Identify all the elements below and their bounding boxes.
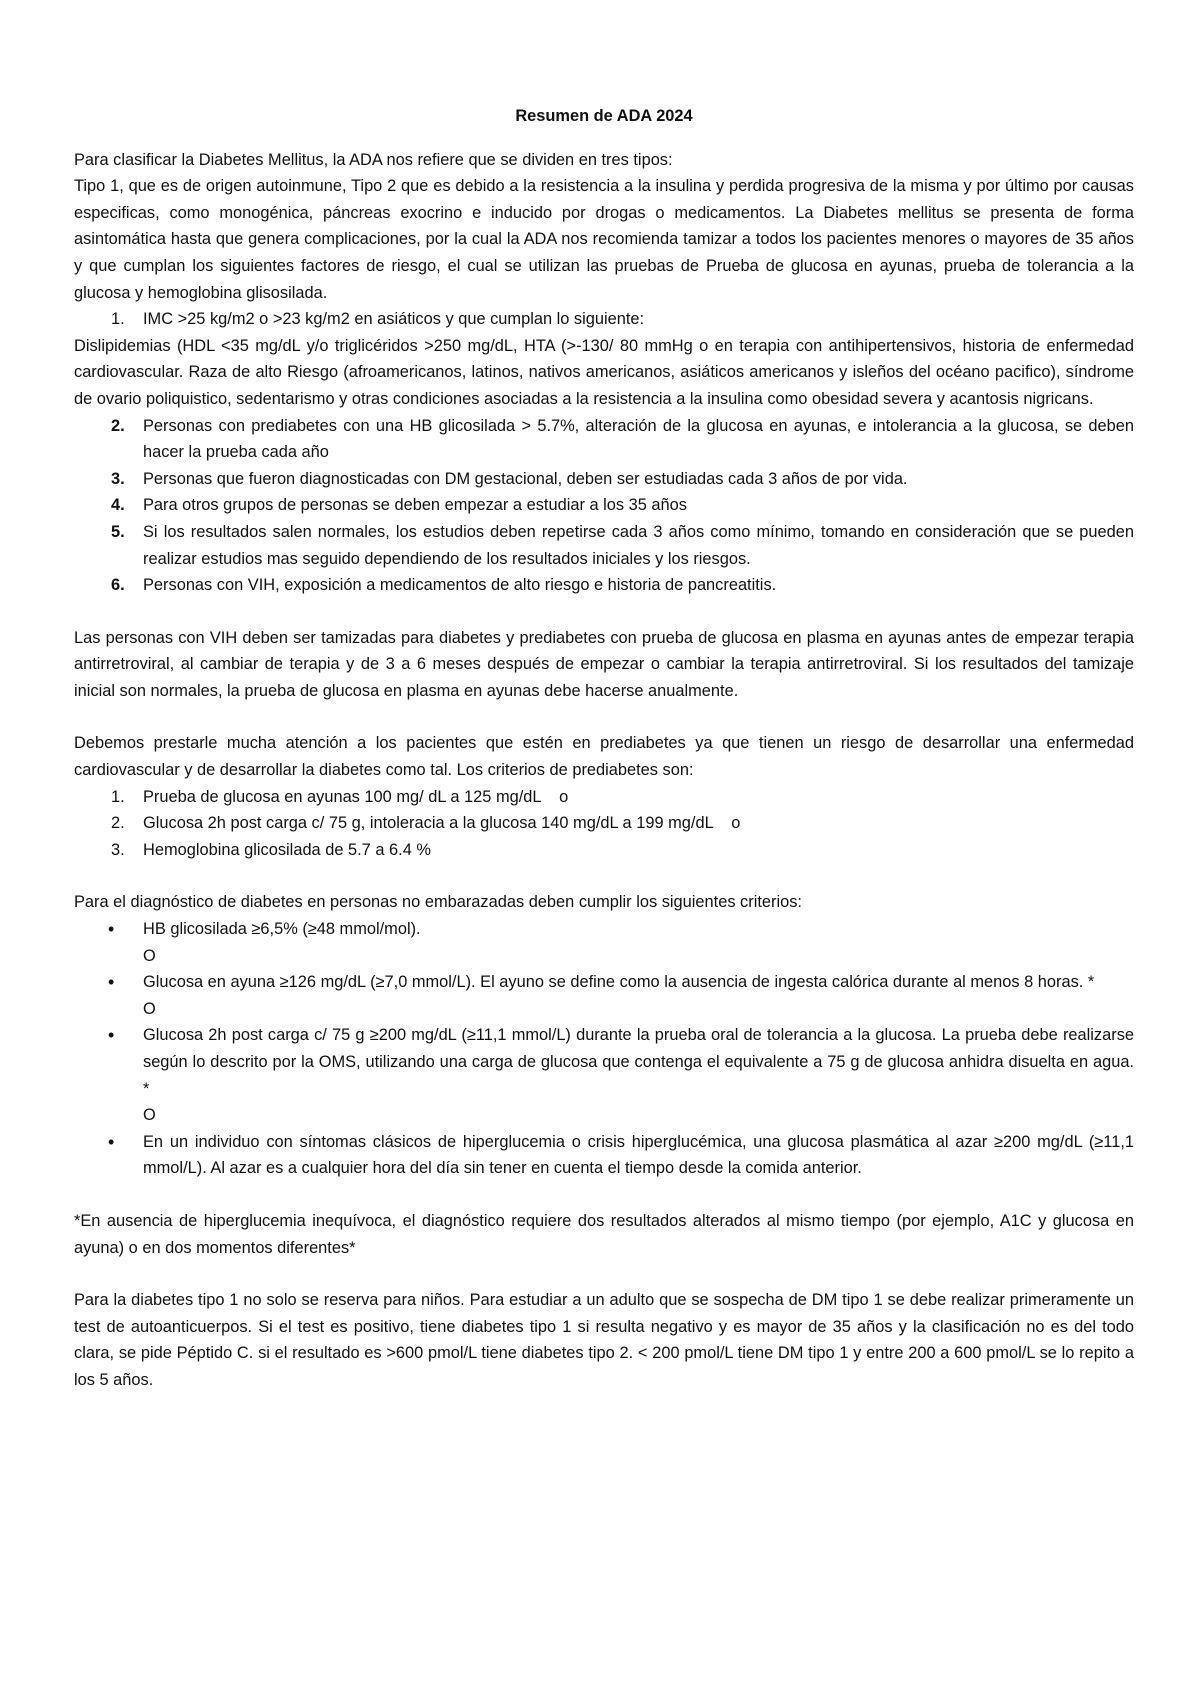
list-number: 3. — [111, 840, 125, 859]
list-item — [74, 916, 1134, 943]
paragraph-spacer — [74, 1182, 1134, 1208]
list-item-text: Hemoglobina glicosilada de 5.7 a 6.4 % — [143, 840, 431, 859]
list-number: 5. — [111, 522, 125, 541]
list-item-text: Prueba de glucosa en ayunas 100 mg/ dL a 125 mg/dL o — [143, 787, 569, 806]
diagnosis-criteria-list — [74, 969, 1134, 996]
risk-factors-list — [74, 306, 1134, 333]
list-item-text: En un individuo con síntomas clásicos de hiperglucemia o crisis hiperglucémica, una glucosa plasmática al azar ≥200 mg/dL (≥11,1 mmol/L). Al azar es a cualquier hora del día sin tener en cuenta el tiempo desde la comida anterior. — [143, 1132, 1134, 1178]
list-item — [74, 1129, 1134, 1182]
list-item-text: Personas con prediabetes con una HB glicosilada > 5.7%, alteración de la glucosa en ayunas, e intolerancia a la glucosa, se deben hacer la prueba cada año — [143, 416, 1134, 462]
list-item — [74, 572, 1134, 599]
list-item — [74, 413, 1134, 466]
list-item-text: Si los resultados salen normales, los estudios deben repetirse cada 3 años como mínimo, tomando en consideración que se pueden realizar estudios mas seguido dependiendo de los resultados iniciales y los riesgos. — [143, 522, 1134, 568]
list-number: 4. — [111, 496, 125, 515]
list-item-text: Personas que fueron diagnosticadas con DM gestacional, deben ser estudiadas cada 3 años de por vida. — [143, 469, 908, 488]
list-item — [74, 519, 1134, 572]
prediabetes-paragraph: Debemos prestarle mucha atención a los pacientes que estén en prediabetes ya que tienen un riesgo de desarrollar una enfermedad cardiovascular y de desarrollar la diabetes como tal. Los criterios de prediabetes son: — [74, 734, 1134, 780]
list-number: 1. — [111, 787, 125, 806]
document-title: Resumen de ADA 2024 — [515, 107, 693, 125]
vih-paragraph: Las personas con VIH deben ser tamizadas para diabetes y prediabetes con prueba de glucosa en plasma en ayunas antes de empezar terapia antirretroviral, al cambiar de terapia y de 3 a 6 meses después de empezar o cambiar la terapia antirretroviral. Si los resultados del tamizaje inicial son normales, la prueba de glucosa en plasma en ayunas debe hacerse anualmente. — [74, 628, 1134, 700]
list-number: 1. — [111, 310, 125, 329]
intro-paragraph: Tipo 1, que es de origen autoinmune, Tipo 2 que es debido a la resistencia a la insulina y perdida progresiva de la misma y por último por causas especificas, como monogénica, páncreas exocrino e inducido por drogas o medicamentos. La Diabetes mellitus se presenta de forma asintomática hasta que genera complicaciones, por la cual la ADA nos recomienda tamizar a todos los pacientes menores o mayores de 35 años y que cumplan los siguientes factores de riesgo, el cual se utilizan las pruebas de Prueba de glucosa en ayunas, prueba de tolerancia a la glucosa y hemoglobina glisosilada. — [74, 177, 1134, 302]
bullet-icon: • — [108, 1025, 115, 1046]
list-number: 6. — [111, 576, 125, 595]
diagnosis-criteria-list — [74, 1129, 1134, 1182]
list-item — [74, 1022, 1134, 1102]
list-item — [74, 784, 1134, 811]
list-item — [74, 492, 1134, 519]
list-item-text: IMC >25 kg/m2 o >23 kg/m2 en asiáticos y que cumplan lo siguiente: — [143, 310, 645, 329]
paragraph-spacer — [74, 1261, 1134, 1287]
list-item-text: Glucosa en ayuna ≥126 mg/dL (≥7,0 mmol/L). El ayuno se define como la ausencia de ingesta calórica durante al menos 8 horas. * — [143, 973, 1095, 992]
list-item-text: Personas con VIH, exposición a medicamentos de alto riesgo e historia de pancreatitis. — [143, 576, 777, 595]
document-content — [74, 103, 1134, 1394]
paragraph-spacer — [74, 863, 1134, 889]
list-item — [74, 466, 1134, 493]
or-separator: O — [143, 1106, 156, 1125]
diagnosis-intro: Para el diagnóstico de diabetes en personas no embarazadas deben cumplir los siguientes criterios: — [74, 893, 802, 912]
list-number: 2. — [111, 416, 125, 435]
diagnosis-criteria-list — [74, 916, 1134, 943]
list-item — [74, 306, 1134, 333]
list-item-text: HB glicosilada ≥6,5% (≥48 mmol/mol). — [143, 920, 421, 939]
list-item — [74, 837, 1134, 864]
list-item-text: Glucosa 2h post carga c/ 75 g ≥200 mg/dL (≥11,1 mmol/L) durante la prueba oral de tolerancia a la glucosa. La prueba debe realizarse según lo descrito por la OMS, utilizando una carga de glucosa que contenga el equivalente a 75 g de glucosa anhidra disuelta en agua. * — [143, 1026, 1134, 1098]
bullet-icon: • — [108, 919, 115, 940]
paragraph-spacer — [74, 704, 1134, 730]
diagnosis-criteria-list — [74, 1022, 1134, 1102]
list-number: 3. — [111, 469, 125, 488]
list-item — [74, 969, 1134, 996]
prediabetes-criteria-list — [74, 784, 1134, 864]
screening-list — [74, 413, 1134, 599]
paragraph-spacer — [74, 599, 1134, 625]
list-item-text: Glucosa 2h post carga c/ 75 g, intoleracia a la glucosa 140 mg/dL a 199 mg/dL o — [143, 814, 741, 833]
or-separator: O — [143, 999, 156, 1018]
dyslipidemia-paragraph: Dislipidemias (HDL <35 mg/dL y/o triglicéridos >250 mg/dL, HTA (>-130/ 80 mmHg o en terapia con antihipertensivos, historia de enfermedad cardiovascular. Raza de alto Riesgo (afroamericanos, latinos, nativos americanos, asiáticos americanos y isleños del océano pacifico), síndrome de ovario poliquistico, sedentarismo y otras condiciones asociadas a la resistencia a la insulina como obesidad severa y acantosis nigricans. — [74, 336, 1134, 408]
footnote: *En ausencia de hiperglucemia inequívoca, el diagnóstico requiere dos resultados alterados al mismo tiempo (por ejemplo, A1C y glucosa en ayuna) o en dos momentos diferentes* — [74, 1211, 1134, 1257]
list-number: 2. — [111, 814, 125, 833]
type1-paragraph: Para la diabetes tipo 1 no solo se reserva para niños. Para estudiar a un adulto que se sospecha de DM tipo 1 se debe realizar primeramente un test de autoanticuerpos. Si el test es positivo, tiene diabetes tipo 1 si resulta negativo y es mayor de 35 años y la clasificación no es del todo clara, se pide Péptido C. si el resultado es >600 pmol/L tiene diabetes tipo 2. < 200 pmol/L tiene DM tipo 1 y entre 200 a 600 pmol/L se lo repito a los 5 años. — [74, 1291, 1134, 1389]
list-item — [74, 810, 1134, 837]
bullet-icon: • — [108, 972, 115, 993]
intro-line: Para clasificar la Diabetes Mellitus, la ADA nos refiere que se dividen en tres tipos: — [74, 150, 673, 169]
list-item-text: Para otros grupos de personas se deben empezar a estudiar a los 35 años — [143, 496, 687, 515]
bullet-icon: • — [108, 1131, 115, 1152]
or-separator: O — [143, 946, 156, 965]
